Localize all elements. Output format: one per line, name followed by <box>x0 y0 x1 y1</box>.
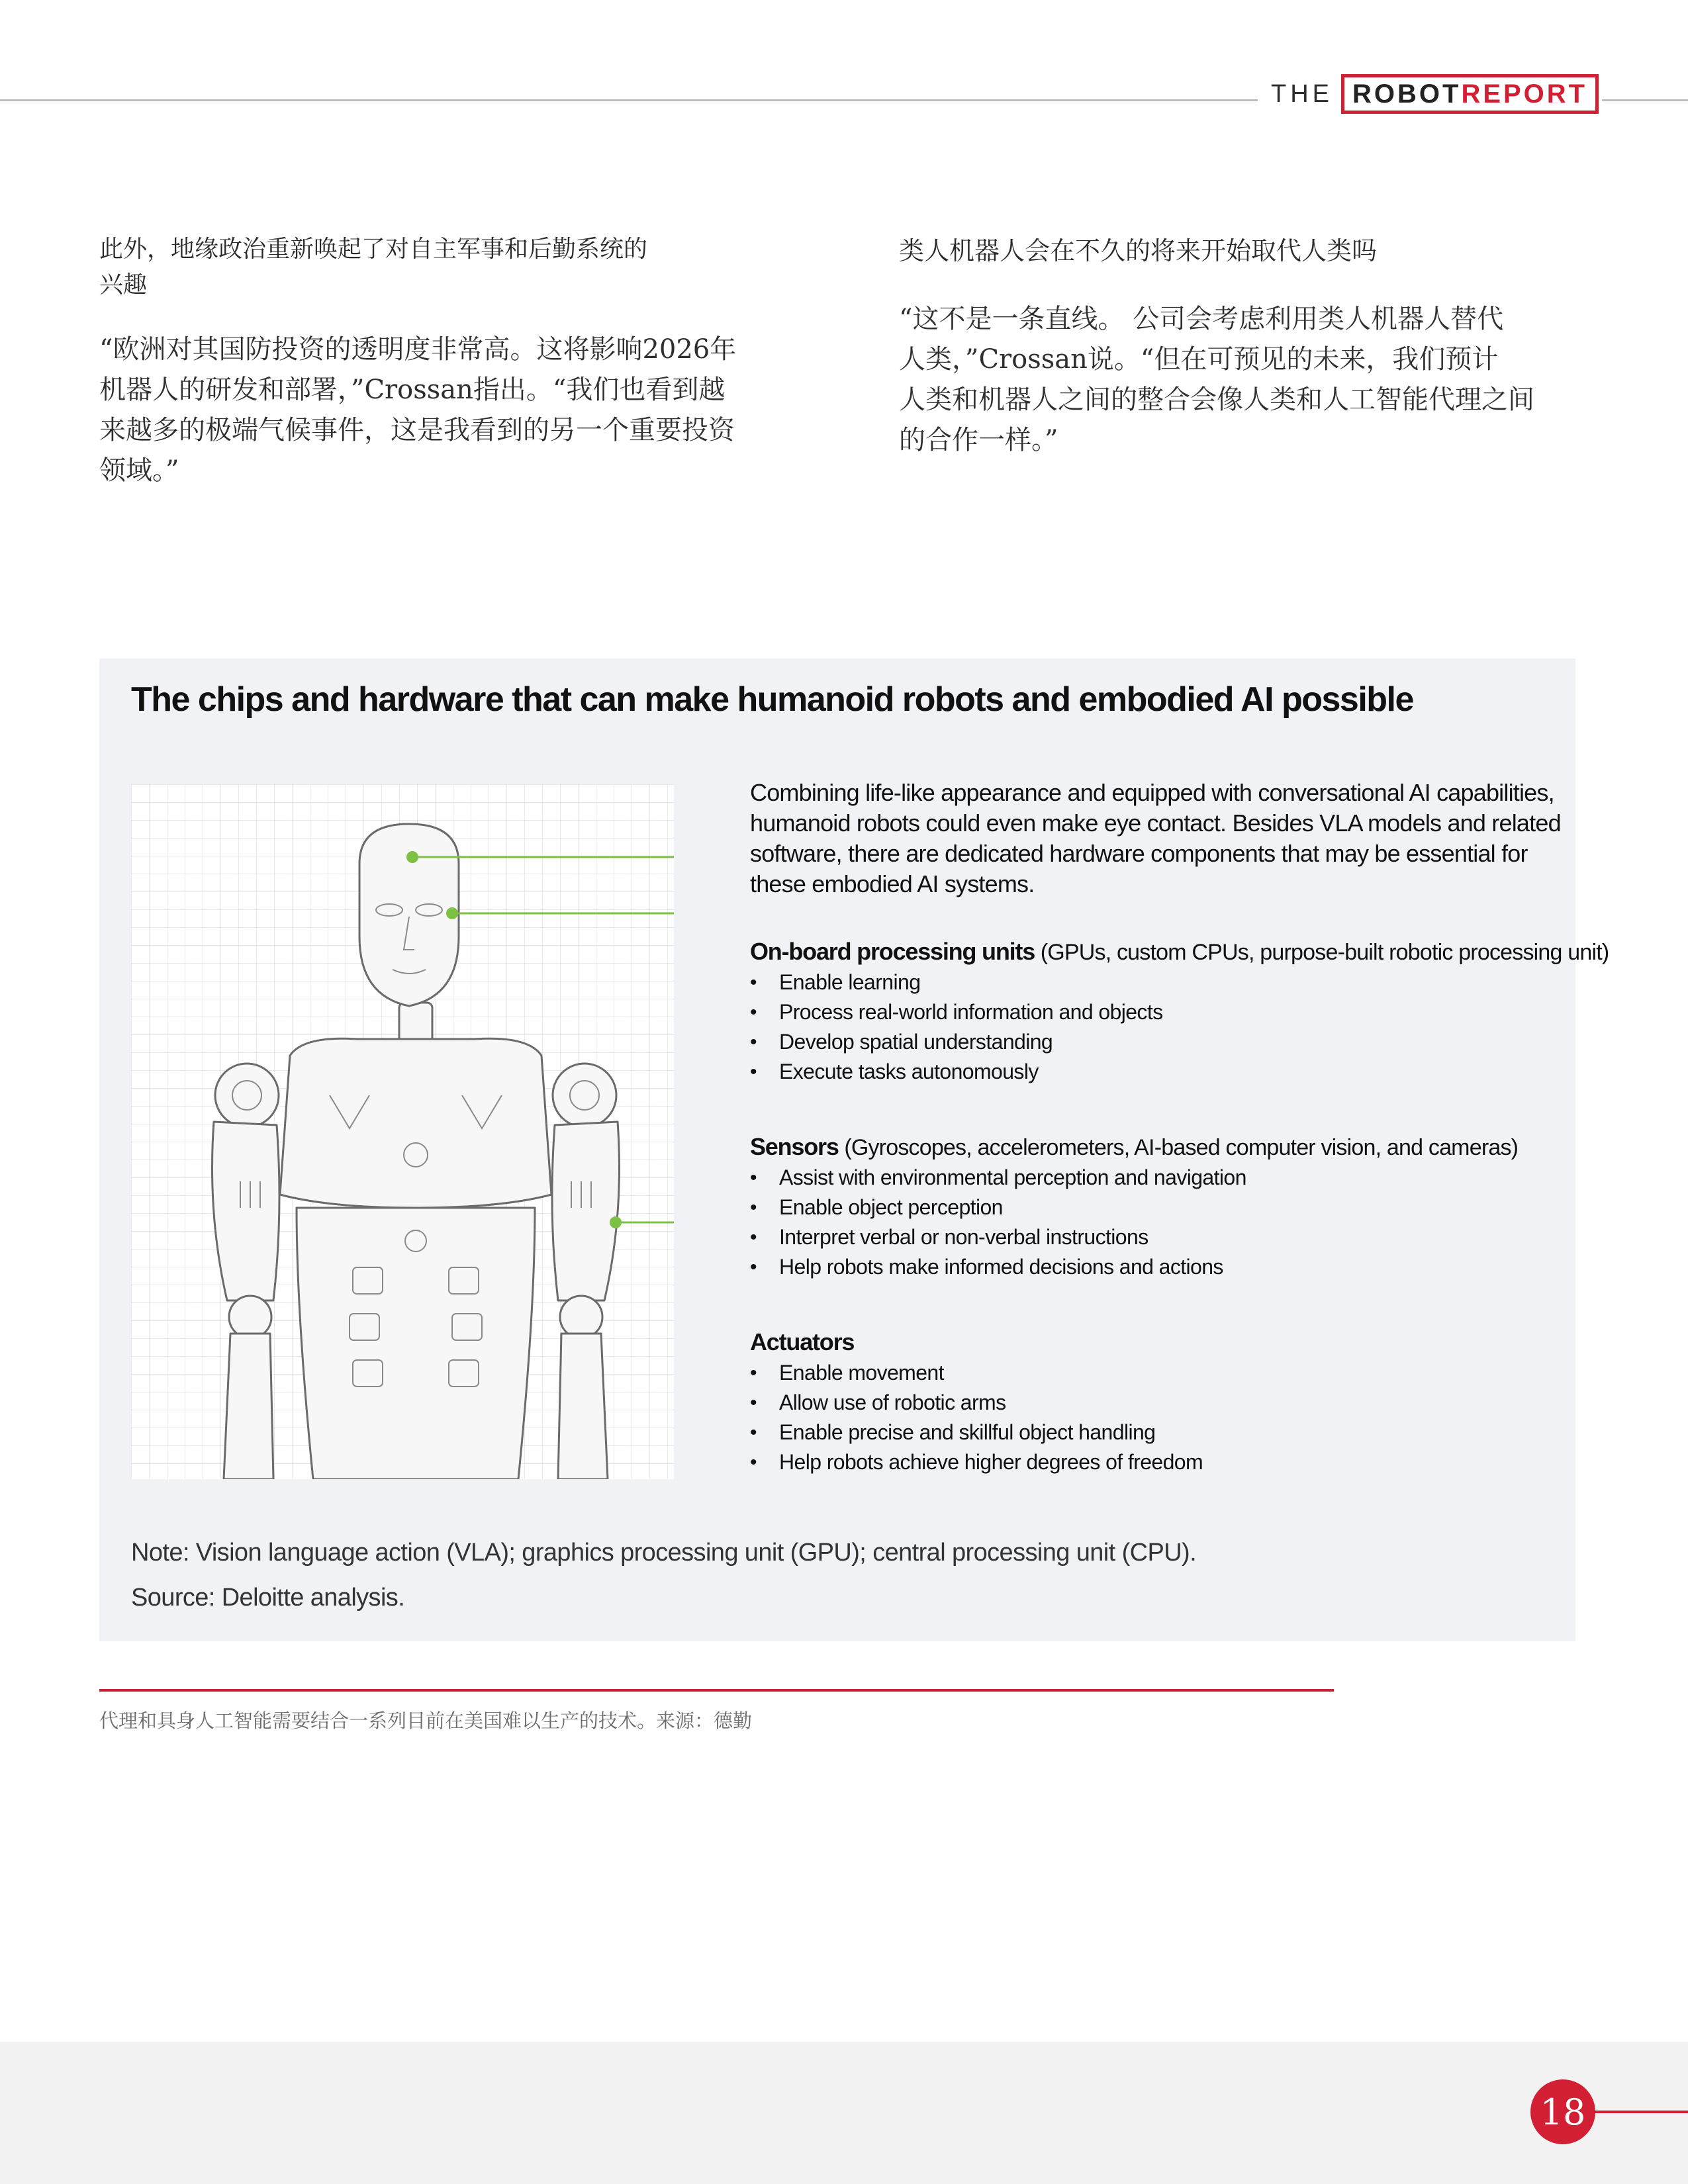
list-item: • Interpret verbal or non-verbal instructions <box>750 1222 1571 1252</box>
caption-rule <box>99 1689 1334 1692</box>
group-heading-detail: (Gyroscopes, accelerometers, AI-based computer vision, and cameras) <box>838 1135 1519 1160</box>
paragraph-line: 领域。” <box>99 455 179 486</box>
group-list <box>750 968 1571 1087</box>
publication-logo <box>1271 74 1599 114</box>
paragraph-line: 人类和机器人之间的整合会像人类和人工智能代理之间 <box>899 385 1534 415</box>
right-paragraph <box>899 299 1568 461</box>
list-item: • Enable movement <box>750 1358 1571 1388</box>
logo-box <box>1341 74 1599 114</box>
page-number-badge <box>1530 2079 1595 2144</box>
infographic-description <box>750 778 1564 899</box>
list-item: • Enable learning <box>750 968 1571 997</box>
list-item: • Execute tasks autonomously <box>750 1057 1571 1087</box>
group-heading <box>750 1327 1571 1358</box>
right-subheading: 类人机器人会在不久的将来开始取代人类吗 <box>899 236 1378 265</box>
group-heading-bold: Sensors <box>750 1133 839 1160</box>
list-item: • Develop spatial understanding <box>750 1027 1571 1057</box>
group-heading <box>750 936 1609 968</box>
group-heading-detail: (GPUs, custom CPUs, purpose-built robotic processing unit) <box>1035 940 1609 965</box>
logo-the: THE <box>1271 79 1333 108</box>
group-sensors <box>750 1132 1571 1282</box>
header-rule-right <box>1602 99 1688 101</box>
group-processing-units <box>750 936 1609 1087</box>
group-actuators <box>750 1327 1571 1477</box>
humanoid-robot-illustration <box>131 784 674 1479</box>
infographic-title: The chips and hardware that can make humanoid robots and embodied AI possible <box>131 680 1413 719</box>
page-number-rule <box>1592 2111 1688 2113</box>
description-line: humanoid robots could even make eye contact. Besides VLA models and related <box>750 809 1561 837</box>
description-line: software, there are dedicated hardware components that may be essential for <box>750 840 1528 867</box>
left-column <box>99 232 774 491</box>
logo-report: REPORT <box>1461 79 1588 109</box>
header-rule-left <box>0 99 1258 101</box>
logo-robot: ROBOT <box>1352 79 1462 109</box>
list-item: • Assist with environmental perception and navigation <box>750 1163 1571 1193</box>
left-subheading-line: 兴趣 <box>99 271 148 298</box>
group-heading-bold: Actuators <box>750 1328 855 1355</box>
left-subheading-line: 此外，地缘政治重新唤起了对自主军事和后勤系统的 <box>99 236 648 263</box>
paragraph-line: 的合作一样。” <box>899 425 1058 455</box>
list-item: • Help robots make informed decisions and actions <box>750 1252 1571 1282</box>
group-heading <box>750 1132 1571 1163</box>
list-item: • Enable object perception <box>750 1193 1571 1222</box>
left-subheading <box>99 232 774 303</box>
group-list <box>750 1358 1571 1477</box>
paragraph-line: “这不是一条直线。 公司会考虑利用类人机器人替代 <box>899 304 1504 334</box>
paragraph-line: 来越多的极端气候事件，这是我看到的另一个重要投资 <box>99 415 735 445</box>
group-list <box>750 1163 1571 1282</box>
page-footer <box>0 2042 1688 2184</box>
infographic-note: Note: Vision language action (VLA); graphics processing unit (GPU); central processing unit (CPU). <box>131 1539 1197 1567</box>
list-item: • Enable precise and skillful object handling <box>750 1418 1571 1447</box>
list-item: • Process real-world information and objects <box>750 997 1571 1027</box>
right-column <box>899 233 1568 461</box>
description-line: Combining life-like appearance and equipped with conversational AI capabilities, <box>750 779 1554 806</box>
page-number: 18 <box>1540 2091 1586 2133</box>
figure-caption: 代理和具身人工智能需要结合一系列目前在美国难以生产的技术。来源：德勤 <box>99 1709 753 1732</box>
list-item: • Allow use of robotic arms <box>750 1388 1571 1418</box>
paragraph-line: “欧洲对其国防投资的透明度非常高。这将影响2026年 <box>99 334 737 365</box>
paragraph-line: 机器人的研发和部署，”Crossan指出。“我们也看到越 <box>99 375 726 405</box>
group-heading-bold: On-board processing units <box>750 938 1035 965</box>
description-line: these embodied AI systems. <box>750 870 1035 897</box>
paragraph-line: 人类，”Crossan说。“但在可预见的未来，我们预计 <box>899 344 1499 375</box>
list-item: • Help robots achieve higher degrees of freedom <box>750 1447 1571 1477</box>
left-paragraph <box>99 330 774 491</box>
infographic-source: Source: Deloitte analysis. <box>131 1584 405 1612</box>
infographic-panel <box>99 659 1609 1641</box>
